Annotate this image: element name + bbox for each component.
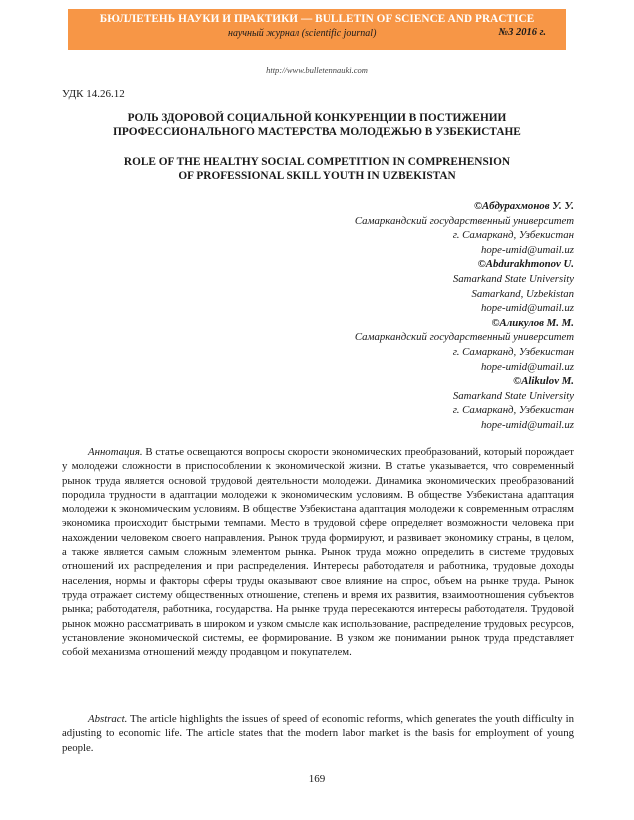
author-email[interactable]: hope-umid@umail.uz bbox=[480, 418, 574, 431]
author-city: г. Самарканд, Узбекистан bbox=[452, 404, 574, 417]
author-name: ©Абдурахмонов У. У. bbox=[473, 200, 574, 212]
journal-header-band bbox=[68, 9, 566, 50]
journal-title: БЮЛЛЕТЕНЬ НАУКИ И ПРАКТИКИ — BULLETIN OF SCIENCE AND PRACTICE bbox=[99, 13, 535, 25]
article-title-ru bbox=[62, 111, 572, 139]
title-en-line: ROLE OF THE HEALTHY SOCIAL COMPETITION IN COMPREHENSION bbox=[123, 156, 511, 168]
journal-subtitle: научный журнал (scientific journal) bbox=[228, 28, 377, 39]
author-name: ©Abdurakhmonov U. bbox=[477, 258, 574, 271]
abstract-en bbox=[62, 712, 574, 755]
abstract-ru bbox=[62, 445, 574, 659]
author-email[interactable]: hope-umid@umail.uz bbox=[480, 360, 574, 373]
abstract-en-text: The article highlights the issues of speed of economic reforms, which generates the youth difficulty in adjusting to economic life. The article states that the modern labor market is the basis for employment of young people. bbox=[62, 713, 574, 754]
title-en-line: OF PROFESSIONAL SKILL YOUTH IN UZBEKISTAN bbox=[178, 170, 456, 182]
author-affiliation: Samarkand State University bbox=[452, 272, 574, 285]
abstract-en-label: Abstract. bbox=[88, 713, 128, 725]
abstract-ru-label: Аннотация. bbox=[88, 446, 143, 458]
title-ru-line: ПРОФЕССИОНАЛЬНОГО МАСТЕРСТВА МОЛОДЕЖЬЮ В УЗБЕКИСТАНЕ bbox=[113, 126, 521, 138]
author-affiliation: Самаркандский государственный университет bbox=[354, 214, 574, 227]
title-ru-line: РОЛЬ ЗДОРОВОЙ СОЦИАЛЬНОЙ КОНКУРЕНЦИИ В ПОСТИЖЕНИИ bbox=[127, 112, 507, 124]
page-number: 169 bbox=[308, 773, 326, 785]
udc-code: УДК 14.26.12 bbox=[62, 88, 125, 100]
author-city: Samarkand, Uzbekistan bbox=[471, 287, 574, 300]
author-email[interactable]: hope-umid@umail.uz bbox=[480, 243, 574, 256]
author-city: г. Самарканд, Узбекистан bbox=[452, 229, 574, 242]
site-url-link[interactable]: http://www.bulletennauki.com bbox=[266, 65, 368, 75]
article-title-en bbox=[62, 155, 572, 183]
author-email[interactable]: hope-umid@umail.uz bbox=[480, 302, 574, 315]
author-name: ©Аликулов М. М. bbox=[491, 316, 574, 329]
author-name: ©Alikulov M. bbox=[513, 375, 574, 388]
author-affiliation: Самаркандский государственный университет bbox=[354, 331, 574, 344]
abstract-ru-text: В статье освещаются вопросы скорости экономических преобразований, который порождает у молодежи сложности в приспособлении к экономической жизни. В статье указывается, что современный рынок труда является основой трудовой деятельности молодежи. Динамика экономических преобразований породила трудности в адаптации молодежи к экономическим условиям. В обществе Узбекистана адаптация молодежи к экономическим условиям. В обществе Узбекистана адаптация молодежи к современным отраслям экономика происходит быстрыми темпами. Место в трудовой сфере определяет возможности человека при нахождении человеком своего направления. Рынок труда формируют, и развивает экономику страны, в целом, а также является самым сложным элементом рынка. Рынок труда можно определить в системе трудовых отношений их распределения и при распределения. Интересы работодателя и работника, трудовые доходы населения, нормы и факторы сферы труды оказывают свое влияние на спрос, объем на рынке труда. Рынок труда отражает систему общественных отношение, степень и время их развития, взаимоотношения субъектов рынка; работодателя, работника, государства. На рынке труда пересекаются интересы работодателя. Трудовой рынок можно рассматривать в широком и узком смысле как использование, распределение трудовых ресурсов, установление экономической системы, ее формирование. В узком же понимании рынок труда представляет собой механизма отношений между продавцом и покупателем. bbox=[62, 446, 574, 659]
journal-issue: №3 2016 г. bbox=[498, 27, 546, 38]
author-city: г. Самарканд, Узбекистан bbox=[452, 345, 574, 358]
author-block bbox=[355, 199, 574, 433]
author-affiliation: Samarkand State University bbox=[452, 389, 574, 402]
